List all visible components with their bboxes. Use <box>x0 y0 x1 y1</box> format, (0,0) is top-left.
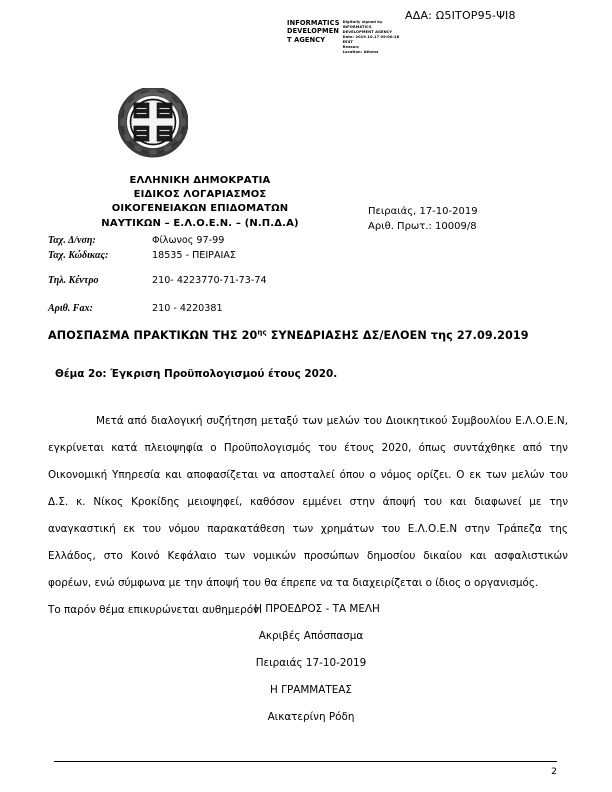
signature-detail-line-4: Date: 2019.10.17 09:00:18 <box>342 34 400 39</box>
signature-detail-line-7: Location: Athens <box>342 50 379 55</box>
signature-line-place-date: Πειραιάς 17-10-2019 <box>255 657 367 669</box>
signature-agency-line-2: DEVELOPMEN <box>287 27 340 36</box>
title-text-after: ΣΥΝΕΔΡΙΑΣΗΣ ΔΣ/ΕΛΟΕΝ της 27.09.2019 <box>266 329 529 342</box>
page-title <box>48 329 568 342</box>
title-ordinal-superscript: ης <box>257 328 267 337</box>
contact-label: Ταχ. Δ/νση: <box>48 235 96 246</box>
subject-line: Θέμα 2ο: Έγκριση Προϋπολογισμού έτους 2020. <box>55 368 338 380</box>
body-paragraph-1: Μετά από διαλογική συζήτηση μεταξύ των μελών του Διοικητικού Συμβουλίου Ε.Λ.Ο.Ε.Ν, εγκρίνεται κατά πλειοψηφία ο Προϋπολογισμός του έτους 2020, όπως συντάχθηκε από την Οικονομική Υπηρεσία και αποφασίζεται να αποσταλεί όπου ο νόμος ορίζει. Ο εκ των μελών του Δ.Σ. κ. Νίκος Κροκίδης μειοψηφεί, καθόσον εμμένει στην άποψή του και διαφωνεί με την αναγκαστική εκ του νόμου παρακατάθεση των χρημάτων του Ε.Λ.Ο.Ε.Ν στην Τράπεζα της Ελλάδος, στο Κοινό Κεφάλαιο των νομικών προσώπων δημοσίου δικαίου και ασφαλιστικών φορέων, ενώ σύμφωνα με την άποψή του θα έπρεπε να τα διαχειρίζεται ο ίδιος ο οργανισμός. <box>48 415 568 589</box>
signature-detail-line-5: EEST <box>342 39 353 44</box>
signature-details <box>343 19 400 55</box>
organisation-header <box>60 174 340 231</box>
contact-value: 210 - 4220381 <box>152 303 223 314</box>
table-row <box>48 251 348 276</box>
signature-detail-line-3: DEVELOPMENT AGENCY <box>342 29 393 34</box>
signature-line-secretary-title: Η ΓΡΑΜΜΑΤΕΑΣ <box>270 684 352 696</box>
org-header-line-2: ΕΙΔΙΚΟΣ ΛΟΓΑΡΙΑΣΜΟΣ <box>133 189 267 201</box>
org-header-line-3: ΟΙΚΟΓΕΝΕΙΑΚΩΝ ΕΠΙΔΟΜΑΤΩΝ <box>111 203 289 215</box>
org-header-line-4: ΝΑΥΤΙΚΩΝ – Ε.Λ.Ο.Ε.Ν. – (Ν.Π.Δ.Α) <box>101 217 299 229</box>
org-header-line-1: ΕΛΛΗΝΙΚΗ ΔΗΜΟΚΡΑΤΙΑ <box>129 175 271 186</box>
signature-line-president-members: Η ΠΡΟΕΔΡΟΣ - ΤΑ ΜΕΛΗ <box>254 603 380 615</box>
signature-agency-line-1: INFORMATICS <box>287 19 340 27</box>
signature-detail-line-1: Digitally signed by <box>342 19 383 24</box>
signature-block <box>48 596 568 731</box>
contact-value: 210- 4223770-71-73-74 <box>152 275 267 286</box>
contact-value: Φίλωνος 97-99 <box>152 235 225 246</box>
document-meta <box>368 205 478 234</box>
table-row <box>48 304 348 319</box>
contact-details-table <box>48 236 348 319</box>
contact-label: Αριθ. Fax: <box>48 303 93 314</box>
signature-detail-line-2: INFORMATICS <box>342 24 372 29</box>
footer-divider <box>54 761 557 762</box>
ada-code: ΑΔΑ: Ω5ΙΤΟΡ95-ΨΙ8 <box>405 9 516 22</box>
signature-line-secretary-name: Αικατερίνη Ρόδη <box>267 711 355 723</box>
table-row <box>48 236 348 251</box>
contact-value: 18535 - ΠΕΙΡΑΙΑΣ <box>152 250 236 261</box>
body-text <box>48 408 568 624</box>
signature-detail-line-6: Reason: <box>342 44 360 49</box>
page-number: 2 <box>551 766 557 777</box>
table-row <box>48 276 348 304</box>
coat-of-arms-emblem <box>118 88 188 160</box>
signature-agency-name <box>287 19 340 44</box>
contact-label: Τηλ. Κέντρο <box>48 275 99 286</box>
contact-label: Ταχ. Κώδικας: <box>48 250 109 261</box>
signature-line-certified-extract: Ακριβές Απόσπασμα <box>258 630 364 642</box>
digital-signature-stamp <box>287 19 399 55</box>
protocol-number: Αριθ. Πρωτ.: 10009/8 <box>368 220 477 232</box>
body-paragraph-2: Το παρόν θέμα επικυρώνεται αυθημερόν. <box>48 604 263 616</box>
signature-agency-line-3: T AGENCY <box>287 35 326 44</box>
title-text-before: ΑΠΟΣΠΑΣΜΑ ΠΡΑΚΤΙΚΩΝ ΤΗΣ 20 <box>48 329 258 342</box>
place-and-date: Πειραιάς, 17-10-2019 <box>368 206 478 217</box>
